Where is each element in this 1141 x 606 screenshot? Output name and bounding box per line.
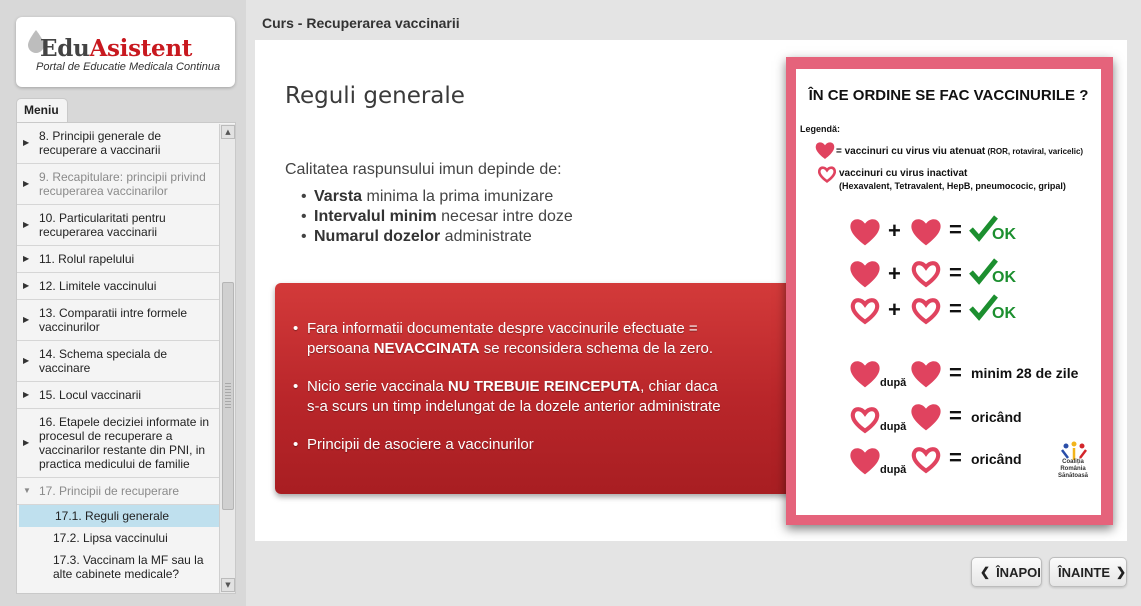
filled-heart-icon [909, 402, 943, 432]
legend-inactivated-examples: (Hexavalent, Tetravalent, HepB, pneumococic, gripal) [839, 181, 1066, 191]
menu-item-9[interactable]: ▶ 9. Recapitulare: principii privind recuperarea vaccinarilor [17, 164, 219, 205]
arrow-right-icon: ▶ [23, 356, 30, 365]
result-anytime: oricând [971, 409, 1022, 425]
poster-title: ÎN CE ORDINE SE FAC VACCINURILE ? [808, 87, 1089, 104]
arrow-right-icon: ▶ [23, 390, 30, 399]
equals-sign: = [949, 360, 962, 385]
next-button[interactable]: ÎNAINTE ❯ [1049, 557, 1127, 587]
equals-sign: = [949, 403, 962, 428]
equals-sign: = [949, 260, 962, 285]
arrow-right-icon: ▶ [23, 220, 30, 229]
outline-heart-icon [909, 445, 943, 475]
outline-heart-icon [816, 165, 838, 184]
arrow-right-icon: ▶ [23, 438, 30, 447]
arrow-right-icon: ▶ [23, 315, 30, 324]
rule-paragraph-2: • Nicio serie vaccinala NU TREBUIE REINCEPUTA, chiar daca s-a scurs un timp indelungat de la dozele anterior administrate [293, 378, 721, 415]
arrow-right-icon: ▶ [23, 281, 30, 290]
equals-sign: = [949, 296, 962, 321]
outline-heart-icon [848, 296, 882, 326]
slide-title: Reguli generale [285, 83, 465, 109]
menu-item-17[interactable]: ▼ 17. Principii de recuperare [17, 478, 219, 505]
logo-subtitle: Portal de Educatie Medicala Continua [36, 61, 221, 73]
filled-heart-icon [814, 141, 836, 160]
coalition-logo-icon [1060, 441, 1088, 461]
menu-item-12[interactable]: ▶ 12. Limitele vaccinului [17, 273, 219, 300]
legend-live: = vaccinuri cu virus viu atenuat (ROR, rotaviral, varicelic) [836, 146, 1084, 157]
menu-item-11[interactable]: ▶ 11. Rolul rapelului [17, 246, 219, 273]
rule-paragraph-1: • Fara informatii documentate despre vaccinurile efectuate = persoana NEVACCINATA se reconsidera schema de la zero. [293, 320, 713, 357]
chevron-right-icon: ❯ [1116, 565, 1127, 579]
back-button[interactable]: ❮ ÎNAPOI [971, 557, 1042, 587]
arrow-right-icon: ▶ [23, 138, 30, 147]
filled-heart-icon [848, 259, 882, 289]
menu-item-16[interactable]: ▶ 16. Etapele deciziei informate in procesul de recuperare a vaccinarilor restante din PNI, in practica medicului de familie [17, 409, 219, 478]
after-label: după [880, 464, 907, 476]
filled-heart-icon [909, 359, 943, 389]
menu-item-10[interactable]: ▶ 10. Particularitati pentru recuperarea vaccinarii [17, 205, 219, 246]
filled-heart-icon [848, 359, 882, 389]
equals-sign: = [949, 445, 962, 470]
filled-heart-icon [848, 217, 882, 247]
key-rules-box [275, 283, 815, 494]
bullet-item: • Intervalul minim necesar intre doze [301, 208, 573, 225]
filled-heart-icon [848, 446, 882, 476]
course-title: Curs - Recuperarea vaccinarii [262, 15, 460, 31]
grip-icon [225, 383, 231, 409]
ok-label: OK [992, 269, 1016, 286]
scroll-up-icon[interactable]: ▲ [221, 125, 235, 139]
scroll-down-icon[interactable]: ▼ [221, 578, 235, 592]
menu-item-8[interactable]: ▶ 8. Principii generale de recuperare a vaccinarii [17, 123, 219, 164]
outline-heart-icon [909, 259, 943, 289]
legend-label: Legendă: [800, 124, 841, 134]
plus-sign: + [888, 261, 901, 286]
ok-label: OK [992, 305, 1016, 322]
after-label: după [880, 421, 907, 433]
scroll-thumb[interactable] [222, 282, 234, 510]
slide [255, 40, 1127, 541]
menu-subitem-17-3[interactable]: 17.3. Vaccinam la MF sau la alte cabinete medicale? [53, 553, 204, 581]
filled-heart-icon [909, 217, 943, 247]
arrow-right-icon: ▶ [23, 254, 30, 263]
rule-paragraph-3: • Principii de asociere a vaccinurilor [293, 436, 534, 453]
menu-item-14[interactable]: ▶ 14. Schema speciala de vaccinare [17, 341, 219, 382]
menu-subitem-17-1[interactable]: 17.1. Reguli generale [19, 505, 219, 527]
vaccine-order-poster [786, 57, 1113, 525]
arrow-right-icon: ▶ [23, 179, 30, 188]
menu-item-13[interactable]: ▶ 13. Comparatii intre formele vaccinurilor [17, 300, 219, 341]
plus-sign: + [888, 218, 901, 243]
left-panel [0, 0, 246, 606]
bullet-list [301, 188, 573, 248]
result-anytime: oricând [971, 451, 1022, 467]
chevron-left-icon: ❮ [980, 565, 991, 579]
outline-heart-icon [909, 296, 943, 326]
menu-item-15[interactable]: ▶ 15. Locul vaccinarii [17, 382, 219, 409]
arrow-down-icon: ▼ [23, 486, 31, 495]
after-label: după [880, 377, 907, 389]
menu-panel [16, 122, 236, 594]
coalition-logo-text: Coaliția România Sănătoasă [1057, 459, 1088, 479]
menu-tab[interactable]: Meniu [16, 98, 68, 122]
ok-label: OK [992, 226, 1016, 243]
bullet-item: • Numarul dozelor administrate [301, 228, 532, 245]
menu-scrollbar[interactable] [219, 124, 235, 593]
bullet-item: • Varsta minima la prima imunizare [301, 188, 554, 205]
logo [16, 17, 235, 87]
menu-list [17, 123, 219, 585]
plus-sign: + [888, 297, 901, 322]
legend-inactivated: vaccinuri cu virus inactivat [839, 168, 968, 179]
poster-body [796, 69, 1101, 515]
slide-intro: Calitatea raspunsului imun depinde de: [285, 161, 562, 178]
menu-subitem-17-2[interactable]: 17.2. Lipsa vaccinului [53, 531, 168, 545]
result-min-28-days: minim 28 de zile [971, 365, 1079, 381]
outline-heart-icon [848, 405, 882, 435]
equals-sign: = [949, 217, 962, 242]
logo-title: EduAsistent [40, 35, 193, 62]
